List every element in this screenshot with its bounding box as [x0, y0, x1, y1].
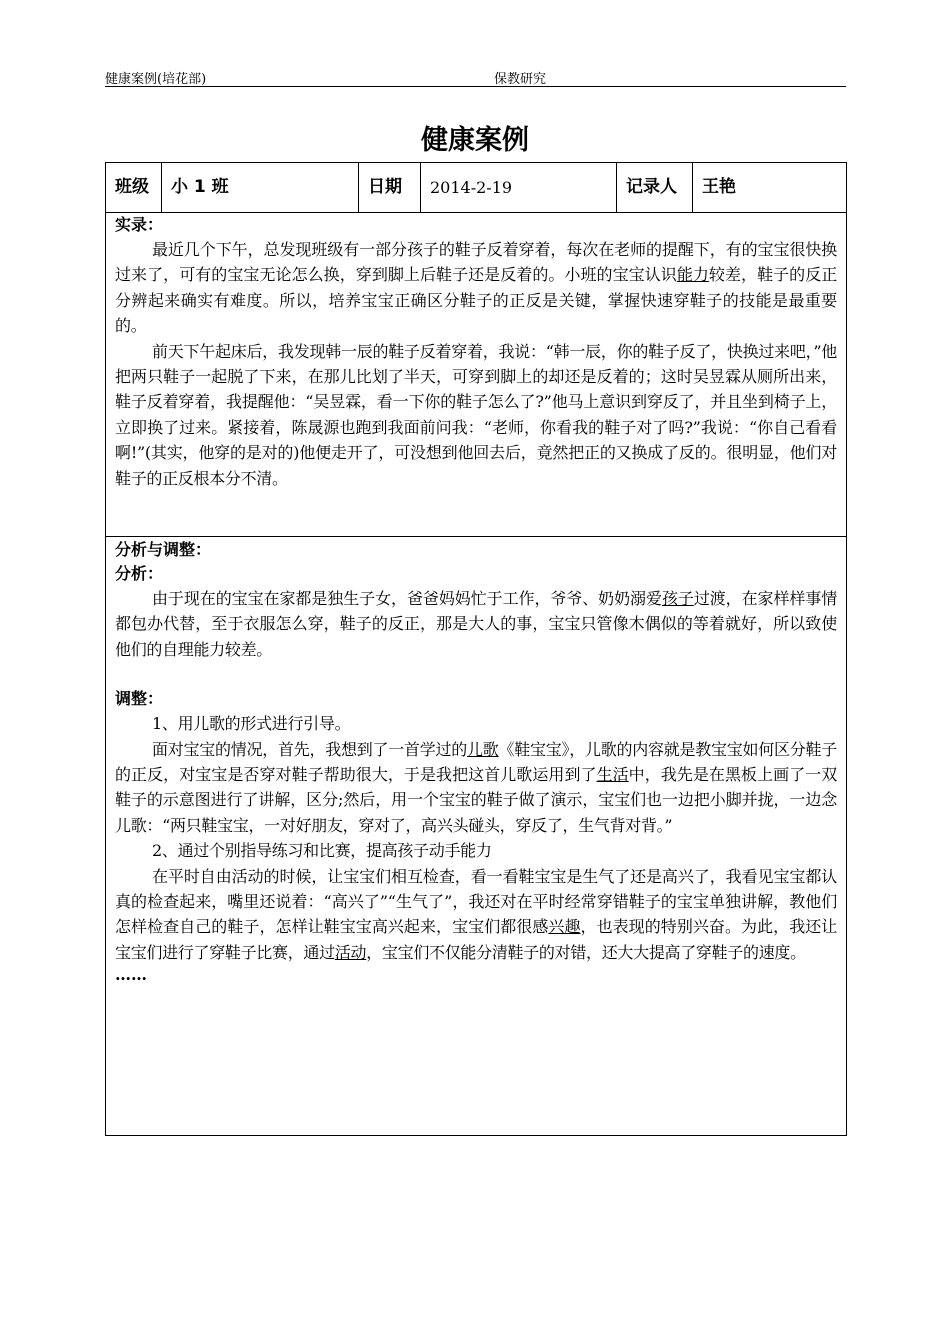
date-label-cell [359, 163, 421, 212]
class-label: 班级 [115, 177, 149, 197]
class-value: 小 1 班 [171, 177, 229, 197]
analysis-text-a: 由于现在的宝宝在家都是独生子女，爸爸妈妈忙于工作，爷爷、奶奶溺爱 [152, 589, 662, 608]
analysis-paragraph [115, 586, 837, 662]
adjust-p1-underlined-1: 儿歌 [467, 739, 499, 759]
adjust-p2-underlined-2: 活动 [334, 942, 367, 962]
adjust-p2-text-c: ，宝宝们不仅能分清鞋子的对错，还大大提高了穿鞋子的速度。 [366, 942, 806, 962]
adjust-p2-text-a: 在平时自由活动的时候，让宝宝们相互检查，看一看鞋宝宝是生气了还是高兴了，我看见宝宝都认真的检查起来，嘴里还说着：“高兴了”“生气了”，我还对在平时经常穿错鞋子的宝宝单独讲解，教他们怎样检查自己的鞋子，怎样让鞋宝宝高兴起来，宝宝们都很感 [115, 866, 837, 937]
adjust-p1-underlined-2: 生活 [596, 765, 629, 785]
date-label: 日期 [368, 177, 402, 197]
spacer [115, 662, 837, 687]
ellipsis: …… [115, 965, 147, 985]
header-center-text: 保教研究 [494, 72, 547, 87]
record-section [106, 213, 846, 537]
adjust-p2-text-b: ，也表现的特别兴奋。为此，我还让宝宝们进行了穿鞋子比赛，通过 [115, 917, 837, 962]
class-value-cell [162, 163, 359, 212]
header-left-text: 健康案例(培花部) [105, 72, 207, 87]
page-header [105, 64, 846, 87]
date-value: 2014-2-19 [430, 178, 513, 197]
record-paragraph-2: 前天下午起床后，我发现韩一辰的鞋子反着穿着，我说：“韩一辰，你的鞋子反了，快换过来吧，”他把两只鞋子一起脱了下来，在那儿比划了半天，可穿到脚上的却还是反着的；这时吴昱霖从厕所出来，鞋子反着穿着，我提醒他：“吴昱霖，看一下你的鞋子怎么了?”他马上意识到穿反了，并且坐到椅子上，立即换了过来。紧接着，陈晟源也跑到我面前问我：“老师，你看我的鞋子对了吗?”我说：“你自己看看啊!”(其实，他穿的是对的)他便走开了，可没想到他回去后，竟然把正的又换成了反的。很明显，他们对鞋子的正反根本分不清。 [115, 341, 837, 488]
analysis-label: 分析与调整： [115, 540, 212, 559]
record-p1-text-b: 较差，鞋子的反正分辨起来确实有难度。所以，培养宝宝正确区分鞋子的正反是关键，掌握快速穿鞋子的技能是最重要的。 [115, 265, 837, 336]
case-table [105, 162, 847, 1136]
document-title: 健康案例 [421, 125, 529, 156]
recorder-value-cell [693, 163, 846, 212]
analysis-underlined: 孩子 [661, 589, 694, 608]
adjust-p1-text-c: 中，我先是在黑板上画了一双鞋子的示意图进行了讲解，区分;然后，用一个宝宝的鞋子做了演示，宝宝们也一边把小脚并拢，一边念儿歌：“两只鞋宝宝，一对好朋友，穿对了，高兴头碰头，穿反了，生气背对背。” [115, 765, 837, 835]
record-p1-text-a: 最近几个下午，总发现班级有一部分孩子的鞋子反着穿着，每次在老师的提醒下，有的宝宝很快换过来了，可有的宝宝无论怎么换，穿到脚上后鞋子还是反着的。小班的宝宝认识 [115, 240, 837, 285]
class-label-cell [106, 163, 162, 212]
adjust-paragraph-1 [115, 737, 837, 839]
analysis-section [106, 538, 846, 1134]
adjust-p1-text-b: 《鞋宝宝》，儿歌的内容就是教宝宝如何区分鞋子的正反，对宝宝是否穿对鞋子帮助很大，于是我把这首儿歌运用到了 [115, 739, 837, 785]
recorder-value: 王艳 [702, 177, 736, 197]
record-paragraph-1 [115, 237, 837, 339]
adjust-item-2: 2、通过个别指导练习和比赛，提高孩子动手能力 [152, 841, 492, 861]
adjust-paragraph-2 [115, 864, 837, 966]
info-row [106, 163, 846, 213]
record-label: 实录： [115, 215, 164, 234]
adjust-item-1: 1、用儿歌的形式进行引导。 [152, 714, 351, 734]
adjust-p1-text-a: 面对宝宝的情况，首先，我想到了一首学过的 [152, 739, 468, 759]
record-p1-underlined: 能力 [676, 265, 709, 285]
recorder-label: 记录人 [626, 177, 677, 197]
date-value-cell [421, 163, 617, 212]
analysis-text-b: 过渡，在家样样事情都包办代替，至于衣服怎么穿，鞋子的反正，那是大人的事，宝宝只管像木偶似的等着就好，所以致使他们的自理能力较差。 [115, 589, 837, 659]
recorder-label-cell [617, 163, 693, 212]
adjust-label: 调整： [115, 689, 164, 709]
analysis-sub-label: 分析： [115, 564, 164, 583]
adjust-p2-underlined-1: 兴趣 [548, 917, 581, 937]
